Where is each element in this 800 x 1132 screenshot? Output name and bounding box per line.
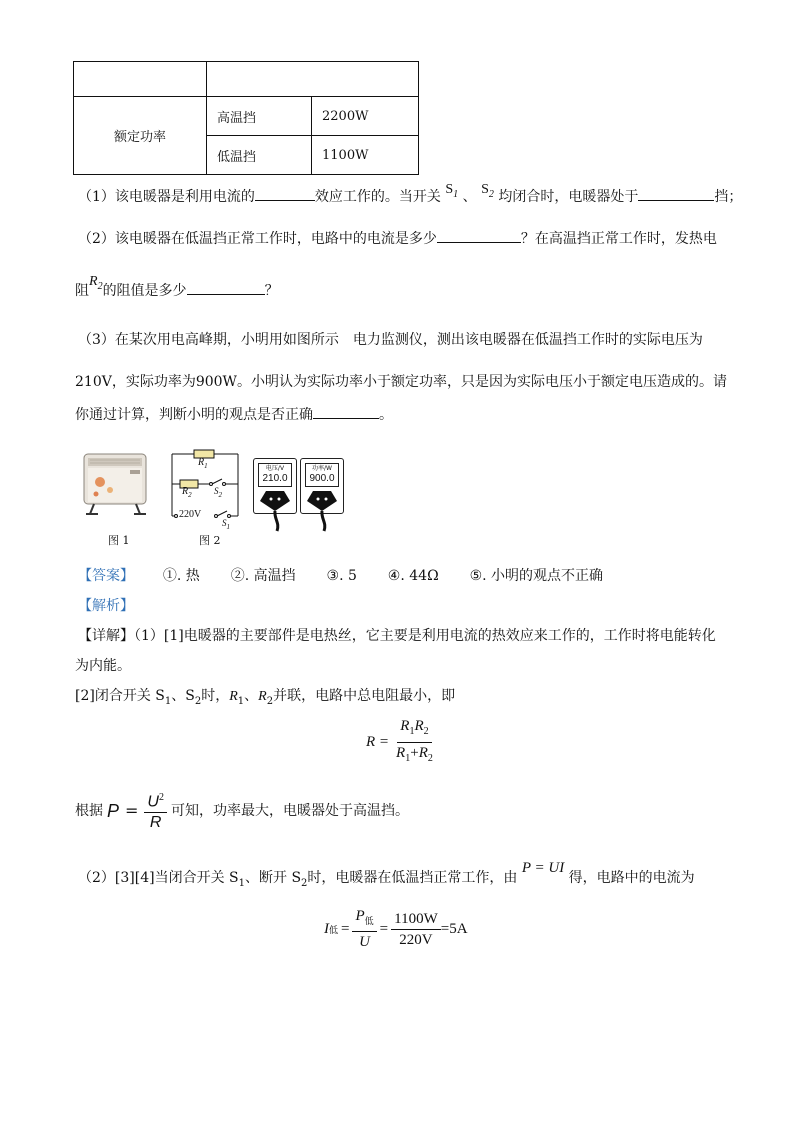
- plug-icon: [254, 487, 296, 533]
- equation-total-resistance: R = $\frac{R_1R_2}{R_1+R_2}$: [366, 718, 433, 764]
- q3-text: 。: [379, 407, 393, 423]
- detail-line-4: 根据 P = $\frac{U^2}{R}$ 可知，功率最大，电暖器处于高温挡。: [75, 788, 409, 833]
- q1-text: 、: [462, 189, 477, 205]
- answer-line: [78, 566, 603, 586]
- analysis-tag: 【解析】: [78, 598, 134, 614]
- voltage-meter-value: 210.0: [262, 473, 288, 484]
- q2-text: ？在高温挡正常工作时，发热电: [520, 231, 717, 247]
- label-voltage-source: 220V: [179, 509, 202, 520]
- voltage-meter-title: 电压/V: [265, 465, 285, 472]
- switch-s1-symbol: $S_1$: [445, 182, 459, 200]
- answer-item-5: ⑤. 小明的观点不正确: [469, 568, 604, 584]
- equation-p-ui: P = UI: [521, 860, 565, 876]
- table-row: [74, 62, 419, 97]
- question-2-line1: [78, 228, 717, 249]
- power-meter: [300, 458, 344, 514]
- q1-text: 效应工作的。当开关: [314, 189, 441, 205]
- q1-text: 挡；: [714, 189, 743, 205]
- detail-line-1: 【详解】（1）[1]电暖器的主要部件是电热丝，它主要是利用电流的热效应来工作的，工作时将电能转化: [78, 628, 716, 644]
- answer-item-1: ①. 热: [162, 568, 200, 584]
- figure-1-heater: [80, 448, 152, 520]
- answer-item-4: ④. 44Ω: [387, 568, 439, 584]
- answer-tag: 【答案】: [78, 568, 134, 584]
- q2-text: 的阻值是多少: [102, 283, 187, 299]
- table-cell-low-value: 1100W: [312, 136, 419, 175]
- label-r2: $R_2$: [182, 486, 192, 499]
- question-3-line1: （3）在某次用电高峰期，小明用如图所示 电力监测仪，测出该电暖器在低温挡工作时的实际电压为: [78, 332, 703, 348]
- label-s2: $S_2$: [214, 486, 222, 499]
- figure-2-circuit: [166, 446, 246, 532]
- equation-current: I 低 = $\frac{P_低}{U}$ = $\frac{1100W}{220V}$ =5A: [324, 908, 468, 950]
- label-r1: $R_1$: [198, 457, 208, 470]
- table-cell-rated-power: 额定功率: [74, 97, 207, 175]
- detail-line-3: [2]闭合开关 $S_1$、$S_2$时，$R_1$、$R_2$并联，电路中总电阻最小，即: [75, 688, 456, 707]
- answer-blank: [255, 186, 315, 201]
- answer-blank: [638, 186, 714, 201]
- answer-item-2: ②. 高温挡: [230, 568, 296, 584]
- table-cell: [207, 62, 419, 97]
- answer-blank: [437, 228, 521, 243]
- answer-blank: [313, 404, 379, 419]
- answer-item-3: ③. 5: [326, 568, 357, 584]
- table-row: [74, 97, 419, 136]
- resistor-r2-symbol: $R_2$: [89, 274, 103, 292]
- table-cell-high-value: 2200W: [312, 97, 419, 136]
- power-meter-value: 900.0: [309, 473, 335, 484]
- heater-illustration: [80, 448, 152, 520]
- q2-text: （2）该电暖器在低温挡正常工作时，电路中的电流是多少: [78, 231, 437, 247]
- detail-line-2: 为内能。: [75, 658, 131, 674]
- table-cell-high-label: 高温挡: [207, 97, 312, 136]
- voltage-meter: [253, 458, 297, 514]
- label-s1: $S_1$: [222, 518, 230, 531]
- question-3-line3: [75, 404, 393, 425]
- q3-text: 你通过计算，判断小明的观点是否正确: [75, 407, 313, 423]
- figure-2-label: 图 2: [199, 534, 221, 547]
- voltage-meter-screen: [258, 463, 292, 487]
- question-3-line2: 210V，实际功率为900W。小明认为实际功率小于额定功率，只是因为实际电压小于额定电压造成的。请: [75, 374, 727, 390]
- q1-text: （1）该电暖器是利用电流的: [78, 189, 255, 205]
- switch-s2-symbol: $S_2$: [481, 182, 494, 200]
- table-cell: [74, 62, 207, 97]
- q1-text: 均闭合时，电暖器处于: [498, 189, 639, 205]
- detail-line-5: （2）[3][4]当闭合开关 $S_1$、断开 $S_2$时，电暖器在低温挡正常工作，由 P = UI 得，电路中的电流为: [78, 860, 695, 889]
- power-spec-table: [73, 61, 419, 175]
- q2-text: 阻: [75, 283, 89, 299]
- power-meter-title: 功率/W: [312, 465, 332, 472]
- q2-text: ？: [264, 283, 279, 299]
- table-cell-low-label: 低温挡: [207, 136, 312, 175]
- answer-blank: [187, 280, 265, 295]
- power-meter-screen: [305, 463, 339, 487]
- figure-1-label: 图 1: [108, 534, 130, 547]
- question-1: [78, 182, 743, 213]
- question-2-line2: [75, 274, 279, 307]
- plug-icon: [301, 487, 343, 533]
